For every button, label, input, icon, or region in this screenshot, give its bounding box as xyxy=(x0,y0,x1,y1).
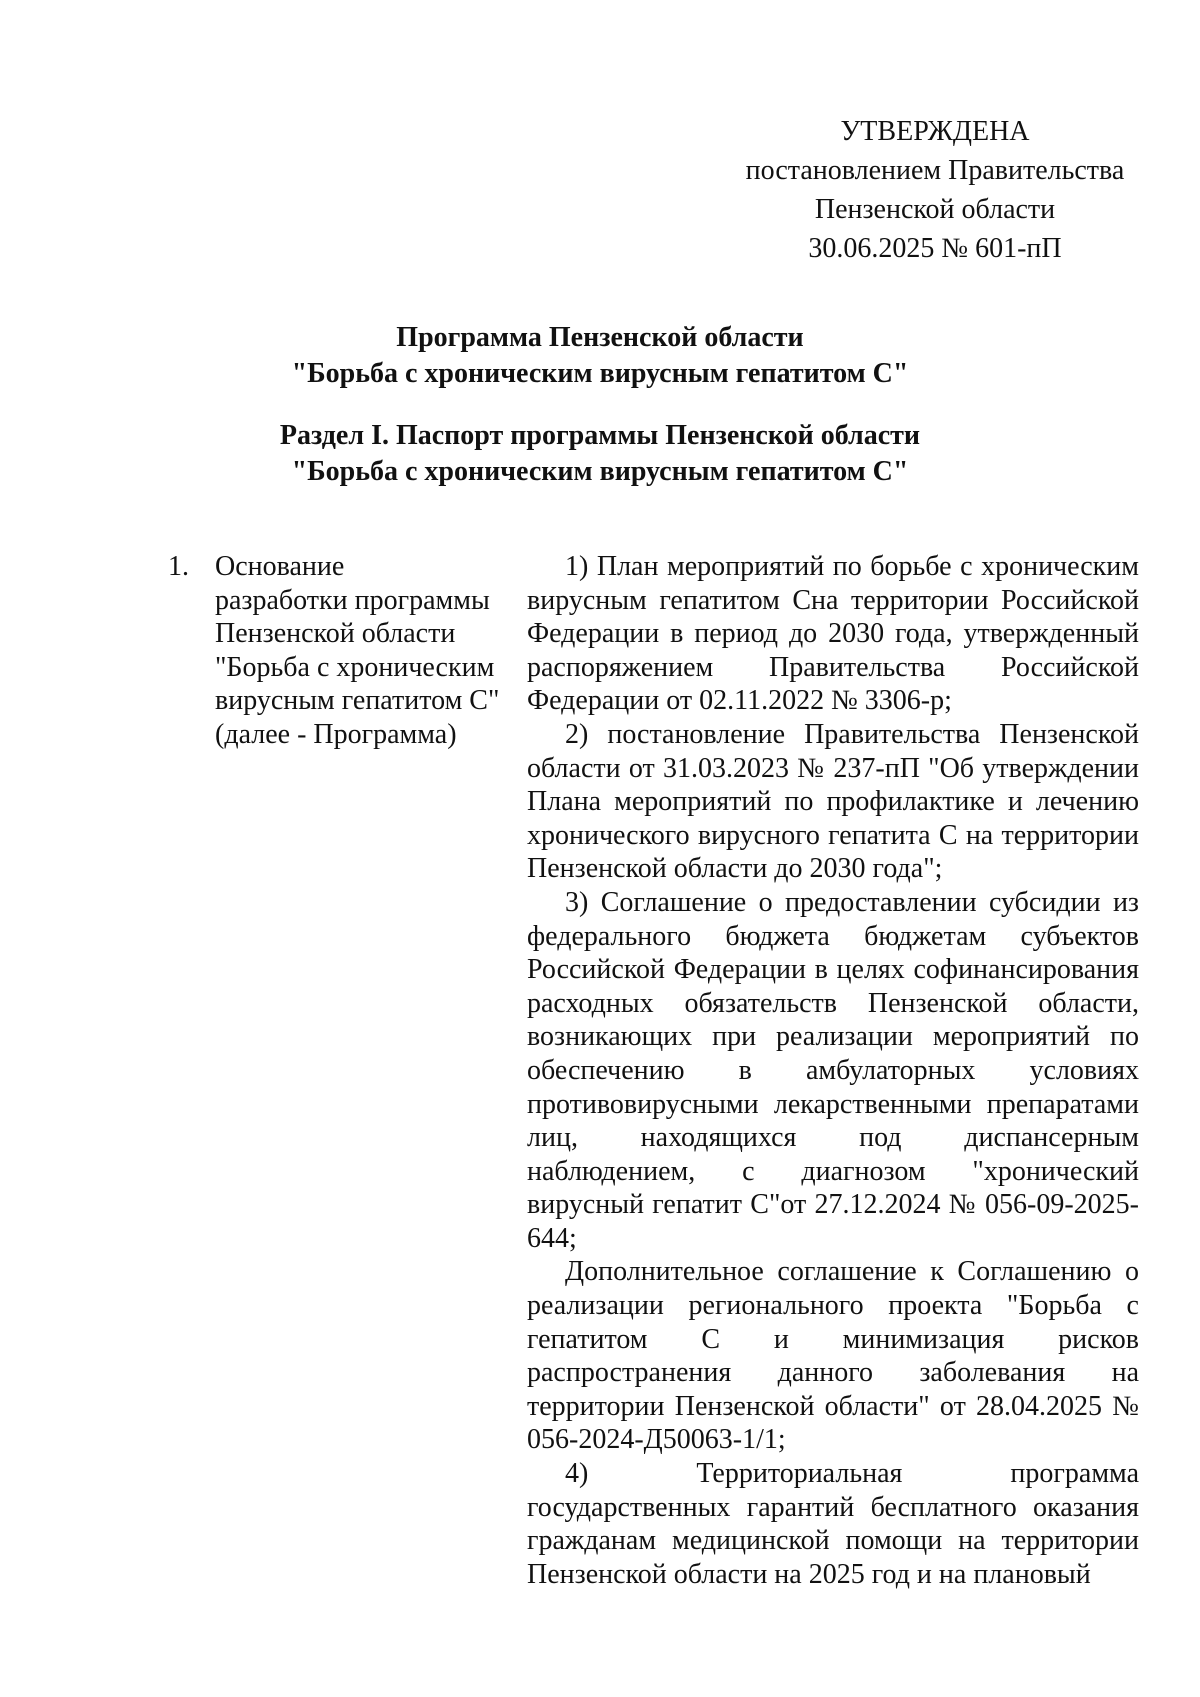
section-title xyxy=(160,418,1040,490)
program-title-line2: "Борьба с хроническим вирусным гепатитом С" xyxy=(291,358,909,389)
section-title-line2: "Борьба с хроническим вирусным гепатитом С" xyxy=(291,456,909,487)
row-label xyxy=(215,550,510,752)
row-number: 1. xyxy=(168,551,189,582)
section-title-line1: Раздел I. Паспорт программы Пензенской области xyxy=(279,420,921,451)
row-label-line: "Борьба с хроническим xyxy=(215,651,495,683)
approval-heading: УТВЕРЖДЕНА xyxy=(840,116,1030,147)
row-label-line: (далее - Программа) xyxy=(215,718,457,750)
row-label-line: вирусным гепатитом С" xyxy=(215,685,500,717)
row-label-line: Пензенской области xyxy=(215,618,456,650)
content-paragraph: Дополнительное соглашение к Соглашению о реализации регионального проекта "Борьба с гепатитом С и минимизация рисков распространения данного заболевания на территории Пензенской области" от 28.04.2025 № 056-2024-Д50063-1/1; xyxy=(527,1256,1139,1456)
content-paragraph: 1) План мероприятий по борьбе с хроническим вирусным гепатитом Сна территории Российской Федерации в период до 2030 года, утвержденный распоряжением Правительства Российской Федерации от 02.11.2022 № 3306-р; xyxy=(527,551,1139,717)
approval-stamp xyxy=(735,112,1135,268)
approval-issuer: постановлением Правительства xyxy=(745,155,1125,186)
approval-date-number: 30.06.2025 № 601-пП xyxy=(808,233,1062,264)
row-label-line: Основание xyxy=(215,551,345,582)
program-title xyxy=(160,320,1040,392)
content-paragraph: 2) постановление Правительства Пензенской области от 31.03.2023 № 237-пП "Об утверждении Плана мероприятий по профилактике и лечению хронического вирусного гепатита С на территории Пензенской области до 2030 года"; xyxy=(527,718,1139,885)
content-paragraph: 3) Соглашение о предоставлении субсидии из федерального бюджета бюджетам субъектов Российской Федерации в целях софинансирования расходных обязательств Пензенской области, возникающих при реализации мероприятий по обеспечению в амбулаторных условиях противовирусными лекарственными препаратами лиц, находящихся под диспансерным наблюдением, с диагнозом "хронический вирусный гепатит С"от 27.12.2024 № 056-09-2025-644; xyxy=(527,886,1139,1254)
row-content xyxy=(527,550,1139,1591)
program-title-line1: Программа Пензенской области xyxy=(396,322,804,353)
content-paragraph: 4) Территориальная программа государственных гарантий бесплатного оказания гражданам медицинской помощи на территории Пензенской области на 2025 год и на плановый xyxy=(527,1458,1139,1590)
row-label-line: разработки программы xyxy=(215,584,490,616)
approval-region: Пензенской области xyxy=(814,194,1056,225)
